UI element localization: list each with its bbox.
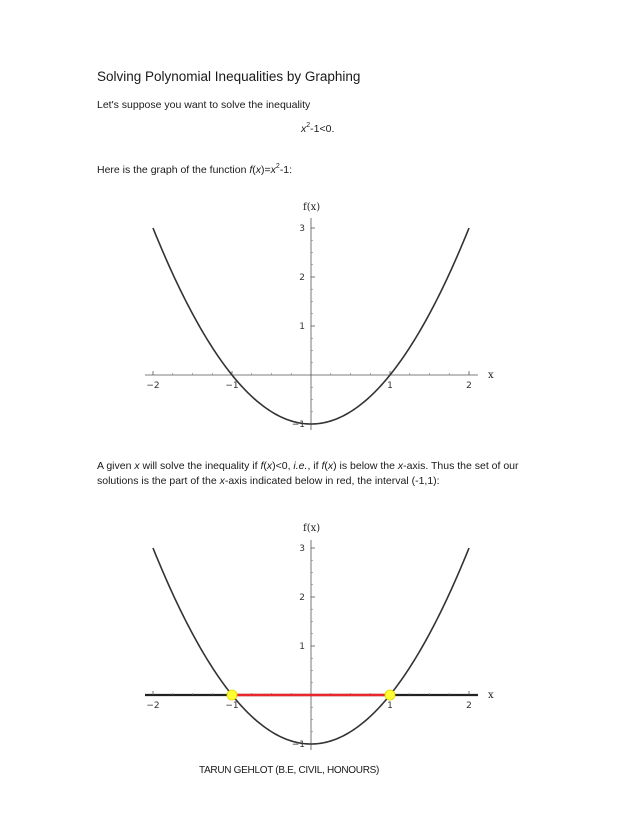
expl-var: x — [266, 460, 273, 472]
y-tick-label: 2 — [299, 593, 305, 603]
root-marker — [385, 690, 395, 700]
inequality-rest: -1<0. — [310, 123, 335, 135]
expl-var: x — [397, 460, 404, 472]
y-tick-label: 1 — [299, 322, 305, 332]
footer-credit: TARUN GEHLOT (B.E, CIVIL, HONOURS) — [199, 765, 380, 776]
expl-part: will solve the inequality if — [139, 460, 261, 472]
expl-part: )<0, — [272, 460, 294, 472]
expl-part: -axis indicated below in red, the interval (-1,1): — [224, 475, 440, 487]
x-axis-label: x — [488, 370, 494, 381]
page-title: Solving Polynomial Inequalities by Graphing — [97, 69, 361, 84]
graph-intro-eq: )= — [261, 164, 271, 176]
expl-part: -axis. Thus the set of our solutions is the part of the — [97, 460, 519, 487]
y-tick-label: 3 — [299, 224, 305, 234]
x-tick-label: −2 — [146, 381, 160, 391]
y-tick-label: 2 — [299, 273, 305, 283]
graph-intro-x2: x — [270, 164, 276, 176]
graph-intro-pre: Here is the graph of the function — [97, 164, 250, 176]
y-tick-label: 3 — [299, 544, 305, 554]
x-tick-label: 1 — [387, 701, 393, 711]
x-tick-label: 1 — [387, 381, 393, 391]
expl-var: x — [219, 475, 225, 487]
expl-part: , if — [307, 460, 322, 472]
intro-text: Let's suppose you want to solve the inequality — [97, 99, 311, 111]
expl-var: x — [327, 460, 334, 472]
graph-intro-f: f — [249, 164, 253, 176]
x-tick-label: 2 — [466, 381, 472, 391]
y-tick-label: −1 — [291, 740, 305, 750]
expl-ie: i.e. — [293, 460, 308, 472]
expl-var: x — [134, 460, 140, 472]
expl-part: ) is below the — [333, 460, 398, 472]
y-axis-label: f(x) — [303, 202, 321, 213]
x-tick-label: −2 — [146, 701, 160, 711]
root-marker — [227, 690, 237, 700]
expl-part: ( — [263, 460, 267, 472]
expl-var: f — [260, 460, 264, 472]
x-tick-label: 2 — [466, 701, 472, 711]
y-tick-label: −1 — [291, 420, 305, 430]
expl-var: f — [321, 460, 325, 472]
expl-part: ( — [324, 460, 328, 472]
graph-intro-x: x — [255, 164, 262, 176]
graph-intro-paren: ( — [252, 164, 256, 176]
x-axis-label: x — [488, 690, 494, 701]
inequality-base: x — [301, 123, 307, 135]
graph-intro-exp: 2 — [275, 163, 280, 170]
x-tick-label: −1 — [225, 701, 239, 711]
x-tick-label: −1 — [225, 381, 239, 391]
expl-part: A given — [97, 460, 135, 472]
inequality-exponent: 2 — [306, 122, 311, 129]
y-tick-label: 1 — [299, 642, 305, 652]
y-axis-label: f(x) — [303, 523, 321, 534]
graph-intro-post: -1: — [279, 164, 293, 176]
